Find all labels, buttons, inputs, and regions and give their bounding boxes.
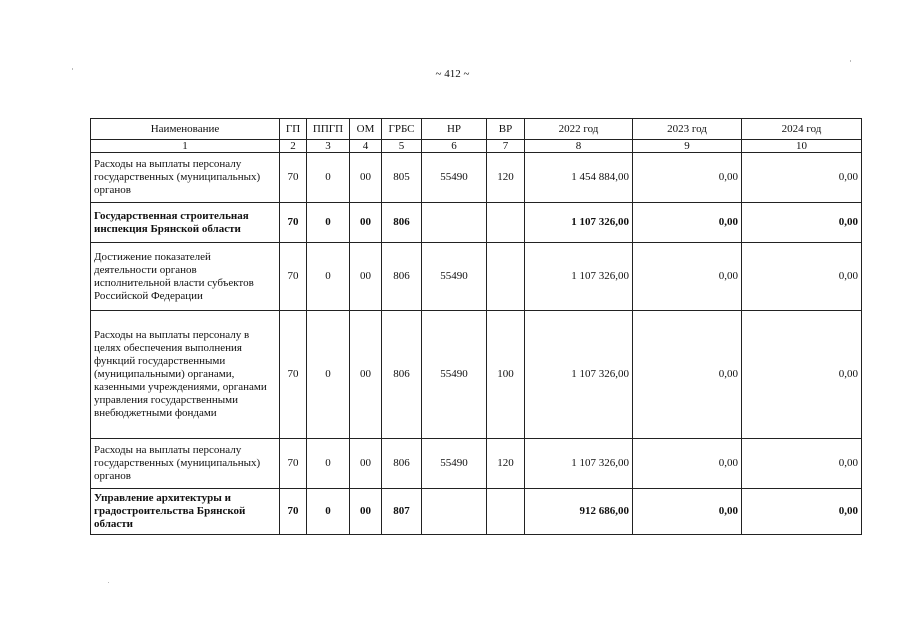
column-header: Наименование [91, 119, 280, 140]
om-cell: 00 [350, 439, 382, 489]
column-number: 8 [525, 140, 633, 153]
grbs-cell: 806 [382, 311, 422, 439]
column-number: 7 [487, 140, 525, 153]
grbs-cell: 805 [382, 153, 422, 203]
amount-2023-cell: 0,00 [633, 311, 742, 439]
gp-cell: 70 [280, 203, 307, 243]
column-header: ВР [487, 119, 525, 140]
amount-2023-cell: 0,00 [633, 439, 742, 489]
gp-cell: 70 [280, 243, 307, 311]
row-name: Расходы на выплаты персоналу государственных (муниципальных) органов [91, 153, 280, 203]
column-header: 2023 год [633, 119, 742, 140]
scan-speck [72, 68, 73, 70]
ppgp-cell: 0 [307, 489, 350, 535]
vr-cell: 120 [487, 153, 525, 203]
ppgp-cell: 0 [307, 243, 350, 311]
column-number: 3 [307, 140, 350, 153]
grbs-cell: 806 [382, 243, 422, 311]
ppgp-cell: 0 [307, 153, 350, 203]
ppgp-cell: 0 [307, 311, 350, 439]
amount-2024-cell: 0,00 [742, 311, 862, 439]
column-number: 6 [422, 140, 487, 153]
column-number: 10 [742, 140, 862, 153]
scan-speck [850, 60, 851, 62]
gp-cell: 70 [280, 153, 307, 203]
amount-2022-cell: 1 454 884,00 [525, 153, 633, 203]
column-number: 1 [91, 140, 280, 153]
column-header: НР [422, 119, 487, 140]
amount-2023-cell: 0,00 [633, 203, 742, 243]
table-row [91, 439, 862, 489]
scan-speck [108, 582, 109, 583]
vr-cell [487, 203, 525, 243]
column-number: 5 [382, 140, 422, 153]
table-row [91, 489, 862, 535]
table-row [91, 203, 862, 243]
column-header: ОМ [350, 119, 382, 140]
vr-cell [487, 489, 525, 535]
amount-2022-cell: 1 107 326,00 [525, 439, 633, 489]
amount-2022-cell: 1 107 326,00 [525, 311, 633, 439]
om-cell: 00 [350, 311, 382, 439]
amount-2024-cell: 0,00 [742, 243, 862, 311]
row-name: Достижение показателей деятельности органов исполнительной власти субъектов Российской Федерации [91, 243, 280, 311]
column-number-row [91, 140, 862, 153]
nr-cell: 55490 [422, 243, 487, 311]
gp-cell: 70 [280, 489, 307, 535]
vr-cell: 100 [487, 311, 525, 439]
column-number: 9 [633, 140, 742, 153]
gp-cell: 70 [280, 439, 307, 489]
table-row [91, 243, 862, 311]
column-header: 2022 год [525, 119, 633, 140]
column-header: ППГП [307, 119, 350, 140]
nr-cell [422, 203, 487, 243]
budget-table [90, 118, 862, 535]
page-number: ~ 412 ~ [435, 68, 470, 80]
amount-2024-cell: 0,00 [742, 203, 862, 243]
amount-2023-cell: 0,00 [633, 489, 742, 535]
vr-cell: 120 [487, 439, 525, 489]
nr-cell: 55490 [422, 153, 487, 203]
column-header: ГРБС [382, 119, 422, 140]
vr-cell [487, 243, 525, 311]
grbs-cell: 806 [382, 439, 422, 489]
nr-cell [422, 489, 487, 535]
amount-2024-cell: 0,00 [742, 153, 862, 203]
ppgp-cell: 0 [307, 439, 350, 489]
column-header: ГП [280, 119, 307, 140]
row-name: Управление архитектуры и градостроительства Брянской области [91, 489, 280, 535]
om-cell: 00 [350, 243, 382, 311]
grbs-cell: 807 [382, 489, 422, 535]
column-number: 4 [350, 140, 382, 153]
gp-cell: 70 [280, 311, 307, 439]
amount-2023-cell: 0,00 [633, 243, 742, 311]
row-name: Государственная строительная инспекция Брянской области [91, 203, 280, 243]
nr-cell: 55490 [422, 311, 487, 439]
amount-2022-cell: 1 107 326,00 [525, 203, 633, 243]
amount-2022-cell: 912 686,00 [525, 489, 633, 535]
amount-2024-cell: 0,00 [742, 489, 862, 535]
grbs-cell: 806 [382, 203, 422, 243]
row-name: Расходы на выплаты персоналу в целях обеспечения выполнения функций государственными (муниципальными) органами, казенными учреждениями, органами управления государственными внебюджетными фондами [91, 311, 280, 439]
table-row [91, 153, 862, 203]
om-cell: 00 [350, 203, 382, 243]
amount-2022-cell: 1 107 326,00 [525, 243, 633, 311]
om-cell: 00 [350, 153, 382, 203]
column-number: 2 [280, 140, 307, 153]
table-row [91, 311, 862, 439]
column-header: 2024 год [742, 119, 862, 140]
row-name: Расходы на выплаты персоналу государственных (муниципальных) органов [91, 439, 280, 489]
ppgp-cell: 0 [307, 203, 350, 243]
om-cell: 00 [350, 489, 382, 535]
nr-cell: 55490 [422, 439, 487, 489]
amount-2024-cell: 0,00 [742, 439, 862, 489]
header-row [91, 119, 862, 140]
amount-2023-cell: 0,00 [633, 153, 742, 203]
